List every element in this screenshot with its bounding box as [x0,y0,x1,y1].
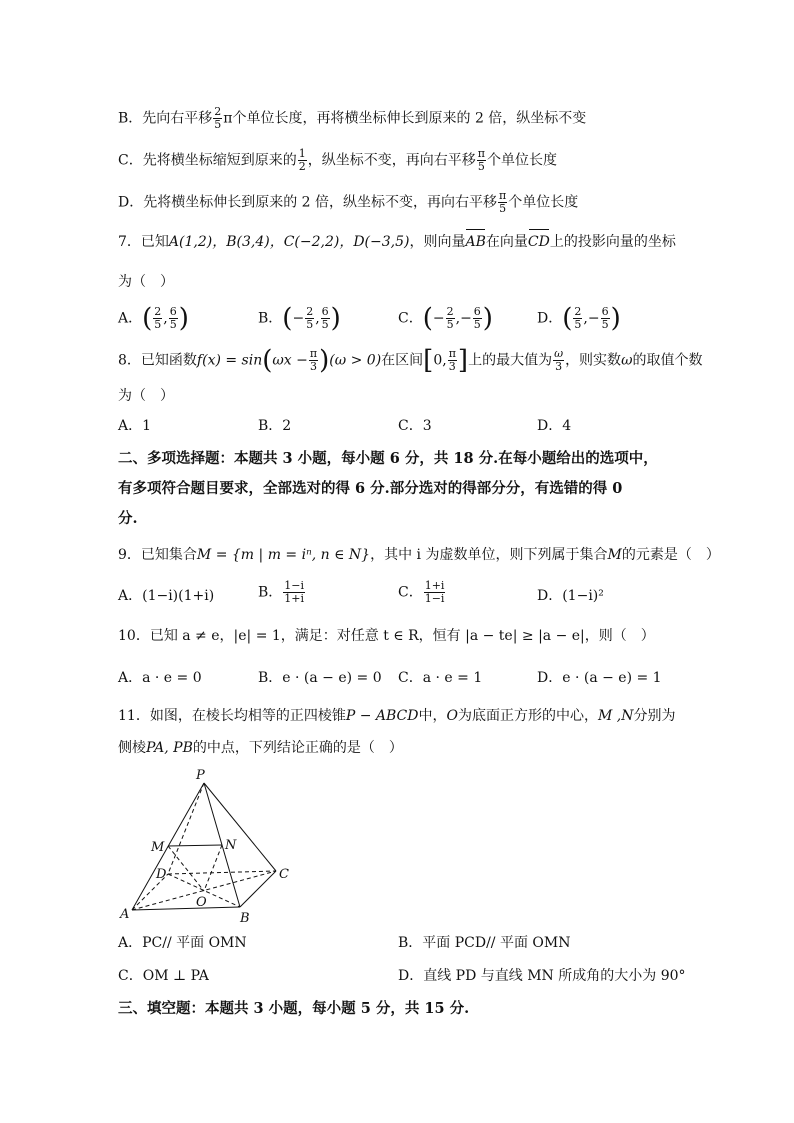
edge-bc [240,871,276,907]
label-m: M [151,840,165,855]
q11-option-d[interactable]: D．直线 PD 与直线 MN 所成角的大小为 90° [398,968,686,984]
q7-stem-line2: 为（ ） [118,274,174,290]
fraction: $\frac{2}{5}$ [214,105,222,131]
q9-option-b[interactable]: B． $\frac{1-i}{1+i}$ [258,579,305,605]
q7-option-c[interactable]: C．(− $\frac{2}{5}$ ,− $\frac{6}{5}$ ) [398,303,493,334]
q11-stem-line1: 11．如图，在棱长均相等的正四棱锥P − ABCD中，O为底面正方形的中心，M ,N分别为 [118,708,676,724]
fraction: $\frac{1}{2}$ [298,147,306,173]
edge-dc [168,871,276,874]
section-2-heading-line3: 分. [118,510,138,527]
edge-pc [204,783,276,871]
q10-option-a[interactable]: A．a · e = 0 [118,670,202,686]
section-2-heading: 二、多项选择题：本题共 3 小题，每小题 6 分，共 18 分.在每小题给出的选项中， [118,450,658,467]
q10-stem: 10．已知 a ≠ e，|e| = 1，满足：对任意 t ∈ R，恒有 |a − te| ≥ |a − e|，则（ ） [118,628,655,644]
q10-option-b[interactable]: B．e · (a − e) = 0 [258,670,382,686]
vector-ab: AB [465,234,486,250]
edge-pd [168,783,204,874]
q10-option-c[interactable]: C．a · e = 1 [398,670,483,686]
q9-option-d[interactable]: D．(1−i)² [537,588,604,604]
q6-option-c[interactable]: C．先将横坐标缩短到原来的 $\frac{1}{2}$ ，纵坐标不变，再向右平移 $\frac{\pi}{5}$ 个单位长度 [118,147,557,173]
segment-no [204,845,222,891]
q6-option-d[interactable]: D．先将横坐标伸长到原来的 2 倍，纵坐标不变，再向右平移 $\frac{\pi}{5}$ 个单位长度 [118,189,579,215]
q7-option-d[interactable]: D．( $\frac{2}{5}$ ,− $\frac{6}{5}$ ) [537,303,621,334]
label-c: C [279,867,289,882]
q9-option-c[interactable]: C． $\frac{1+i}{1-i}$ [398,579,445,605]
label-o: O [196,895,207,910]
q11-option-a[interactable]: A．PC// 平面 OMN [118,935,247,951]
q6-option-b[interactable]: B．先向右平移 $\frac{2}{5}$ π个单位长度，再将横坐标伸长到原来的 2 倍，纵坐标不变 [118,105,587,131]
label-n: N [225,838,237,853]
q9-stem: 9．已知集合M = {m | m = iⁿ, n ∈ N}，其中 i 为虚数单位，则下列属于集合M的元素是（ ） [118,547,720,563]
edge-ab [132,907,240,910]
q11-option-c[interactable]: C．OM ⊥ PA [118,968,209,984]
q7-option-b[interactable]: B．(− $\frac{2}{5}$ , $\frac{6}{5}$ ) [258,303,341,334]
q7-stem-line1: 7．已知A(1,2)，B(3,4)，C(−2,2)，D(−3,5)，则向量AB在向量CD上的投影向量的坐标 [118,234,676,250]
label-b: B [240,911,250,925]
q8-option-c[interactable]: C．3 [398,418,432,434]
label-p: P [196,768,205,783]
segment-mn [168,845,222,846]
q7-option-a[interactable]: A．( $\frac{2}{5}$ , $\frac{6}{5}$ ) [118,303,189,334]
q11-stem-line2: 侧棱PA, PB的中点，下列结论正确的是（ ） [118,740,403,756]
section-2-heading-line2: 有多项符合题目要求，全部选对的得 6 分.部分选对的得部分分，有选错的得 0 [118,480,623,497]
pyramid-figure [118,765,298,925]
q8-option-d[interactable]: D．4 [537,418,572,434]
vector-cd: CD [527,234,550,250]
q9-option-a[interactable]: A．(1−i)(1+i) [118,588,215,604]
q8-option-b[interactable]: B．2 [258,418,292,434]
q8-stem-line1: 8．已知函数f(x) = sin(ωx − $\frac{\pi}{3}$ )(ω > 0)在区间[0, $\frac{\pi}{3}$ ]上的最大值为 $\frac{\omega}{3}$ ，则实数ω的取值个数 [118,345,703,376]
fraction: $\frac{\pi}{5}$ [477,147,485,173]
section-3-heading: 三、填空题：本题共 3 小题，每小题 5 分，共 15 分. [118,1000,470,1017]
segment-mo [168,846,204,891]
label-d: D [156,867,167,882]
q10-option-d[interactable]: D．e · (a − e) = 1 [537,670,662,686]
label-a: A [120,907,130,922]
q11-option-b[interactable]: B．平面 PCD// 平面 OMN [398,935,571,951]
fraction: $\frac{\pi}{5}$ [499,189,507,215]
q8-option-a[interactable]: A．1 [118,418,152,434]
q8-stem-line2: 为（ ） [118,388,174,404]
